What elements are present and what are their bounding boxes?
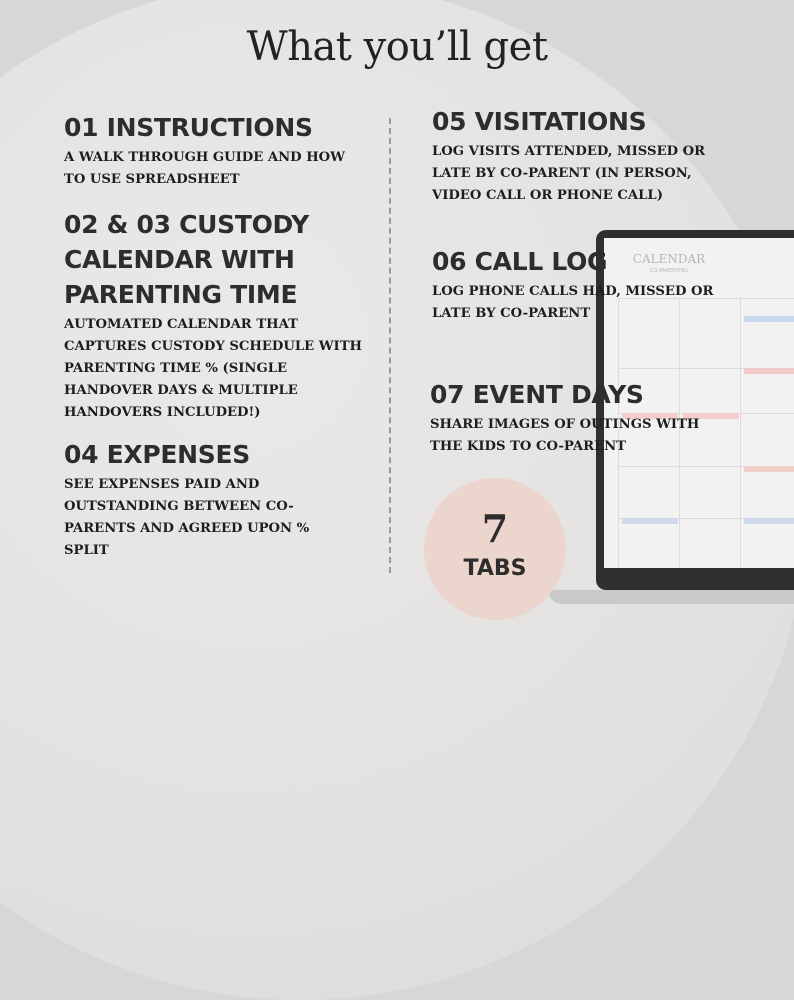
calendar-event-cell [744,518,794,524]
feature-heading: 06 CALL LOG [432,247,608,276]
tabs-count-number: 7 [481,506,509,551]
feature-event-days [430,377,720,458]
laptop-base [548,590,794,604]
calendar-grid-line [740,298,741,568]
feature-heading: 04 EXPENSES [64,440,250,469]
feature-description: LOG PHONE CALLS HAD, MISSED OR LATE BY CO-PARENT [432,284,714,321]
feature-description: LOG VISITS ATTENDED, MISSED OR LATE BY CO-PARENT (IN PERSON, VIDEO CALL OR PHONE CALL) [432,144,706,203]
feature-description: AUTOMATED CALENDAR THAT CAPTURES CUSTODY SCHEDULE WITH PARENTING TIME % (SINGLE HANDOVER DAYS & MULTIPLE HANDOVERS INCLUDED!) [64,317,362,420]
feature-description: A WALK THROUGH GUIDE AND HOW TO USE SPREADSHEET [64,150,345,187]
column-divider [389,118,391,573]
page-title: What you’ll get [246,24,548,70]
feature-heading: 02 & 03 CUSTODY CALENDAR WITH PARENTING TIME [64,210,309,309]
feature-description: SEE EXPENSES PAID AND OUTSTANDING BETWEEN CO-PARENTS AND AGREED UPON % SPLIT [64,477,310,558]
feature-visitations [432,104,732,207]
feature-call-log [432,244,732,325]
feature-heading: 01 INSTRUCTIONS [64,113,313,142]
feature-expenses [64,437,334,562]
calendar-screen-subtitle: CO-PARENTING [649,268,688,274]
feature-instructions [64,110,364,191]
tabs-count-label: TABS [463,556,527,581]
calendar-event-cell [744,368,794,374]
feature-heading: 07 EVENT DAYS [430,380,644,409]
calendar-event-cell [744,466,794,472]
calendar-screen-title: CALENDAR [632,252,706,266]
feature-custody-calendar [64,207,364,424]
feature-heading: 05 VISITATIONS [432,107,647,136]
calendar-event-cell [622,518,678,524]
feature-description: SHARE IMAGES OF OUTINGS WITH THE KIDS TO CO-PARENT [430,417,700,454]
calendar-event-cell [744,316,794,322]
tabs-count-badge [424,478,566,620]
